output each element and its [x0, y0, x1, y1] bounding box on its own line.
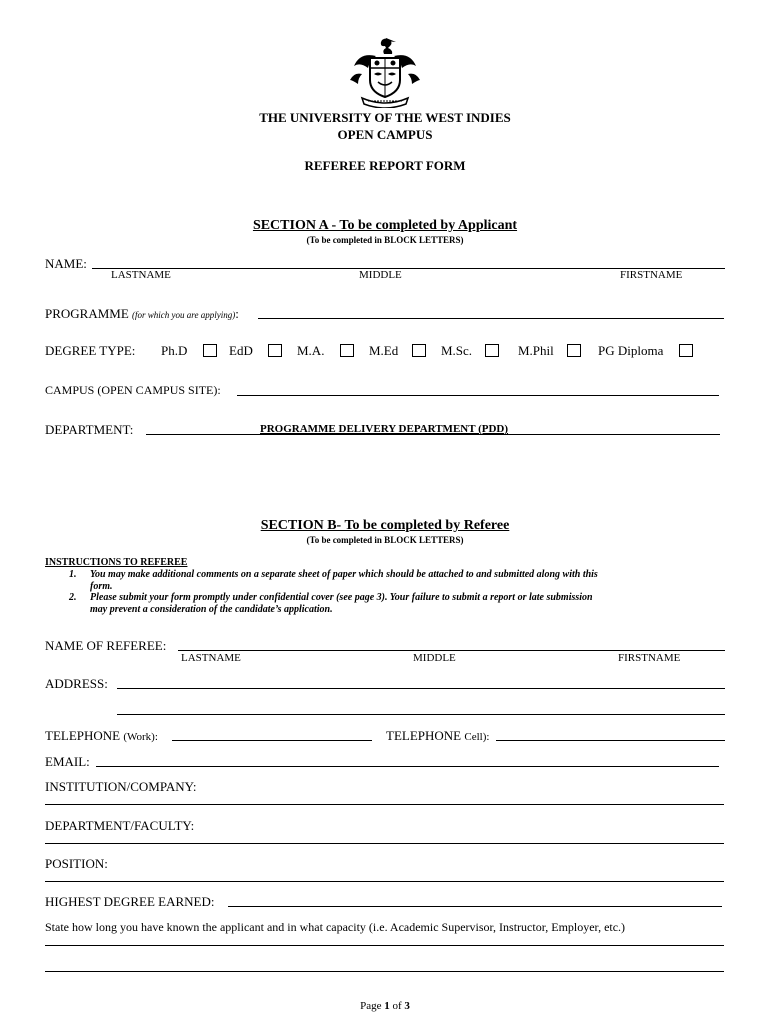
campus-name: OPEN CAMPUS	[337, 127, 433, 142]
telephone-cell-label-text: TELEPHONE	[386, 728, 462, 743]
section-a-subtitle: (To be completed in BLOCK LETTERS)	[306, 235, 464, 245]
degree-option-msc[interactable]	[441, 343, 499, 359]
ma-checkbox[interactable]	[340, 344, 354, 357]
degree-earned-label: HIGHEST DEGREE EARNED:	[45, 894, 215, 909]
referee-middle-caption: MIDDLE	[413, 652, 456, 664]
instruction-2-text-cont: may prevent a consideration of the candidate’s application.	[90, 604, 333, 615]
faculty-field[interactable]	[45, 843, 724, 844]
telephone-cell-field[interactable]	[496, 740, 725, 741]
telephone-cell-note: Cell):	[464, 731, 490, 743]
email-field[interactable]	[96, 766, 719, 767]
address-field-line-2[interactable]	[117, 714, 725, 715]
faculty-label: DEPARTMENT/FACULTY:	[45, 818, 195, 833]
degree-option-edd[interactable]	[229, 343, 282, 359]
instruction-2-text: Please submit your form promptly under confidential cover (see page 3). Your failure to submit a report or late submission	[90, 592, 593, 603]
programme-label	[45, 306, 239, 322]
form-title: REFEREE REPORT FORM	[304, 158, 466, 173]
page-of: of	[392, 1000, 402, 1012]
page-total: 3	[404, 1000, 410, 1012]
degree-option-med[interactable]	[369, 343, 426, 359]
referee-name-field[interactable]	[178, 650, 725, 651]
programme-label-text: PROGRAMME	[45, 306, 129, 321]
phd-checkbox[interactable]	[203, 344, 217, 357]
degree-option-label: PG Diploma	[598, 343, 664, 358]
telephone-work-label	[45, 728, 158, 744]
department-value: PROGRAMME DELIVERY DEPARTMENT (PDD)	[260, 423, 509, 435]
degree-option-label: M.A.	[297, 343, 325, 358]
telephone-work-label-text: TELEPHONE	[45, 728, 121, 743]
degree-option-label: M.Sc.	[441, 343, 473, 358]
address-label: ADDRESS:	[45, 676, 108, 691]
instruction-2-number: 2.	[69, 592, 77, 603]
referee-firstname-caption: FIRSTNAME	[618, 652, 681, 664]
degree-option-label: Ph.D	[161, 343, 188, 358]
known-applicant-field-line-2[interactable]	[45, 971, 724, 972]
degree-option-ma[interactable]	[297, 343, 354, 359]
degree-earned-field[interactable]	[228, 906, 722, 907]
degree-option-label: EdD	[229, 343, 253, 358]
known-applicant-label: State how long you have known the applicant and in what capacity (i.e. Academic Supervisor, Instructor, Employer, etc.)	[45, 920, 626, 934]
institution-field[interactable]	[45, 804, 724, 805]
degree-option-mphil[interactable]	[518, 343, 581, 359]
position-label: POSITION:	[45, 856, 108, 871]
name-lastname-caption: LASTNAME	[111, 269, 171, 281]
referee-lastname-caption: LASTNAME	[181, 652, 241, 664]
med-checkbox[interactable]	[412, 344, 426, 357]
degree-option-label: M.Ed	[369, 343, 399, 358]
programme-note: (for which you are applying)	[132, 310, 236, 320]
campus-label: CAMPUS (OPEN CAMPUS SITE):	[45, 383, 221, 397]
department-label: DEPARTMENT:	[45, 422, 134, 437]
referee-name-label: NAME OF REFEREE:	[45, 638, 167, 653]
instructions-title: INSTRUCTIONS TO REFEREE	[45, 557, 188, 568]
name-label: NAME:	[45, 256, 87, 271]
instruction-1-text: You may make additional comments on a separate sheet of paper which should be attached to and submitted along with this	[90, 569, 598, 580]
page-prefix: Page	[360, 1000, 382, 1012]
telephone-work-field[interactable]	[172, 740, 372, 741]
programme-colon: :	[235, 306, 239, 321]
page-current: 1	[384, 1000, 390, 1012]
degree-option-pg-diploma[interactable]	[598, 343, 693, 359]
pg-diploma-checkbox[interactable]	[679, 344, 693, 357]
section-b-subtitle: (To be completed in BLOCK LETTERS)	[306, 535, 464, 545]
instruction-1-text-cont: form.	[90, 581, 113, 592]
msc-checkbox[interactable]	[485, 344, 499, 357]
section-a-title: SECTION A - To be completed by Applicant	[252, 218, 518, 233]
name-middle-caption: MIDDLE	[359, 269, 402, 281]
degree-option-label: M.Phil	[518, 343, 554, 358]
campus-field[interactable]	[237, 395, 719, 396]
programme-field[interactable]	[258, 318, 724, 319]
telephone-cell-label	[386, 728, 489, 744]
institution-label: INSTITUTION/COMPANY:	[45, 779, 197, 794]
degree-type-label: DEGREE TYPE:	[45, 343, 136, 358]
section-b-title: SECTION B- To be completed by Referee	[260, 518, 510, 533]
email-label: EMAIL:	[45, 754, 90, 769]
telephone-work-note: (Work):	[123, 731, 158, 743]
edd-checkbox[interactable]	[268, 344, 282, 357]
page-number	[0, 1000, 770, 1012]
mphil-checkbox[interactable]	[567, 344, 581, 357]
address-field-line-1[interactable]	[117, 688, 725, 689]
position-field[interactable]	[45, 881, 724, 882]
instruction-1-number: 1.	[69, 569, 77, 580]
university-crest-icon	[348, 36, 422, 108]
known-applicant-field-line-1[interactable]	[45, 945, 724, 946]
name-firstname-caption: FIRSTNAME	[620, 269, 683, 281]
university-name: THE UNIVERSITY OF THE WEST INDIES	[259, 110, 511, 125]
degree-option-phd[interactable]	[161, 343, 217, 359]
